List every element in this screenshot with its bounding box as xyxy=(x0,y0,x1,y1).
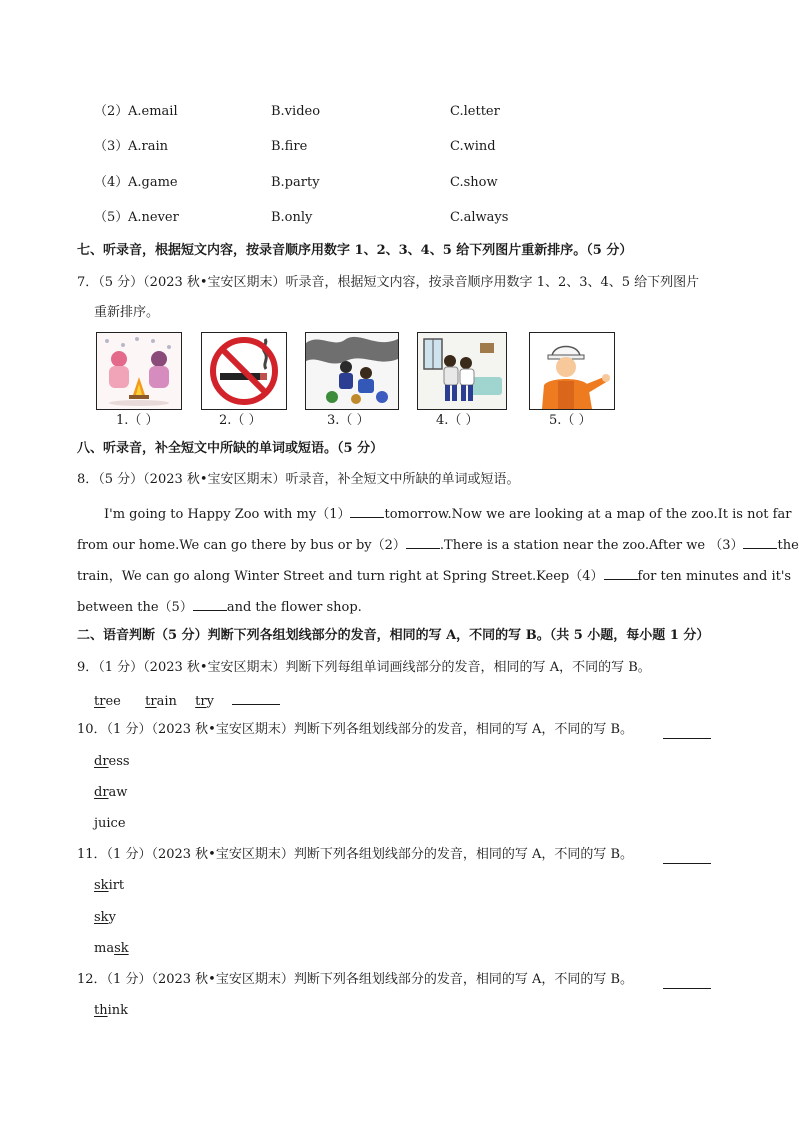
answer-blank-10[interactable] xyxy=(663,724,711,739)
blank-3[interactable] xyxy=(743,534,777,549)
passage-line-3: train，We can go along Winter Street and turn right at Spring Street.Keep（4） for ten minutes and it's xyxy=(77,565,791,586)
picture-4-caption: 4.（ ） xyxy=(436,413,479,428)
word: sky xyxy=(94,910,116,925)
question-11-text: 11．（1 分）（2023 秋•宝安区期末）判断下列各组划线部分的发音，相同的写 A，不同的写 B。 xyxy=(77,847,634,862)
word: train xyxy=(145,694,177,709)
section-heading-2: 二、语音判断（5 分）判断下列各组划线部分的发音，相同的写 A，不同的写 B。（共 5 小题，每小题 1 分） xyxy=(77,628,710,643)
question-12-text: 12．（1 分）（2023 秋•宝安区期末）判断下列各组划线部分的发音，相同的写 A，不同的写 B。 xyxy=(77,972,634,987)
question-8-text: 8．（5 分）（2023 秋•宝安区期末）听录音，补全短文中所缺的单词或短语。 xyxy=(77,472,520,487)
word: tree xyxy=(94,694,121,709)
passage-line-1: I'm going to Happy Zoo with my（1） tomorrow.Now we are looking at a map of the zoo.It is not far xyxy=(104,503,791,524)
answer-blank-12[interactable] xyxy=(663,974,711,989)
passage-line-4: between the（5） and the flower shop. xyxy=(77,596,362,617)
question-9-words xyxy=(94,690,280,711)
blank-5[interactable] xyxy=(193,596,227,611)
picture-5-caption: 5.（ ） xyxy=(549,413,592,428)
blank-1[interactable] xyxy=(350,503,384,518)
word: juice xyxy=(94,816,126,831)
question-7-text: 7．（5 分）（2023 秋•宝安区期末）听录音，根据短文内容，按录音顺序用数字 1、2、3、4、5 给下列图片 xyxy=(77,275,700,290)
word: draw xyxy=(94,785,128,800)
section-heading-8: 八、听录音，补全短文中所缺的单词或短语。（5 分） xyxy=(77,441,384,456)
word: skirt xyxy=(94,878,125,893)
question-9-text: 9．（1 分）（2023 秋•宝安区期末）判断下列每组单词画线部分的发音，相同的写 A，不同的写 B。 xyxy=(77,660,651,675)
picture-1-caption: 1.（ ） xyxy=(116,413,159,428)
blank-4[interactable] xyxy=(604,565,638,580)
flood-room-picture-icon xyxy=(417,332,507,410)
section-heading-7: 七、听录音，根据短文内容，按录音顺序用数字 1、2、3、4、5 给下列图片重新排序。（5 分） xyxy=(77,243,633,258)
firefighter-picture-icon xyxy=(529,332,615,410)
passage-line-2: from our home.We can go there by bus or by（2） .There is a station near the zoo.After we （3） the xyxy=(77,534,799,555)
campfire-picture-icon xyxy=(96,332,182,410)
no-smoking-sign-icon xyxy=(201,332,287,410)
worksheet-page: （2） A.email B.video C.letter （3） A.rain B.fire C.wind （4） A.game B.party C.show （5） A.never B.only C.always 七、听录音，根据短文内容，按录音顺序用数字 1、2、3、4、5 给下列图片重新排序。（5 分） 7．（5 分）（2023 秋•宝安区期末）听录音，根据短文内容，按录音顺序用数字 1、2、3、4、5 给下列图片 重新排序。 1.（ ） 2.（ ） 3.（ ） 4.（ ） 5.（ ） 八、听录音，补全短文中所缺的单词或短语。（5 分） 8．（5 分）（2023 秋•宝安区期末）听录音，补全短文中所缺的单词或短语。 I'm going to Happy Zoo with my（1） tomorrow.Now we are looking at a map of the zoo.It is not far from our home.We can go there by bus or by（2） .There is a station near the zoo.After we （3） the train，We can go along Winter Street and turn right at Spring Street.Keep（4） for ten minutes and it's between the（5） and the flower shop. 二、语音判断（5 分）判断下列各组划线部分的发音，相同的写 A，不同的写 B。（共 5 小题，每小题 1 分） 9．（1 分）（2023 秋•宝安区期末）判断下列每组单词画线部分的发音，相同的写 A，不同的写 B。 tree train try 10．（1 分）（2023 秋•宝安区期末）判断下列各组划线部分的发音，相同的写 A，不同的写 B。 dress draw juice 11．（1 分）（2023 秋•宝安区期末）判断下列各组划线部分的发音，相同的写 A，不同的写 B。 skirt sky mask 12．（1 分）（2023 秋•宝安区期末）判断下列各组划线部分的发音，相同的写 A，不同的写 B。 think xyxy=(77,104,799,1018)
blank-2[interactable] xyxy=(406,534,440,549)
word: dress xyxy=(94,754,130,769)
answer-blank-11[interactable] xyxy=(663,849,711,864)
word: think xyxy=(94,1003,129,1018)
picture-3-caption: 3.（ ） xyxy=(327,413,370,428)
question-7-text-cont: 重新排序。 xyxy=(94,305,160,320)
word: mask xyxy=(94,941,129,956)
picture-2-caption: 2.（ ） xyxy=(219,413,262,428)
word: try xyxy=(195,694,214,709)
answer-blank-9[interactable] xyxy=(232,690,280,705)
question-10-text: 10．（1 分）（2023 秋•宝安区期末）判断下列各组划线部分的发音，相同的写 A，不同的写 B。 xyxy=(77,722,634,737)
smoke-escape-picture-icon xyxy=(305,332,399,410)
